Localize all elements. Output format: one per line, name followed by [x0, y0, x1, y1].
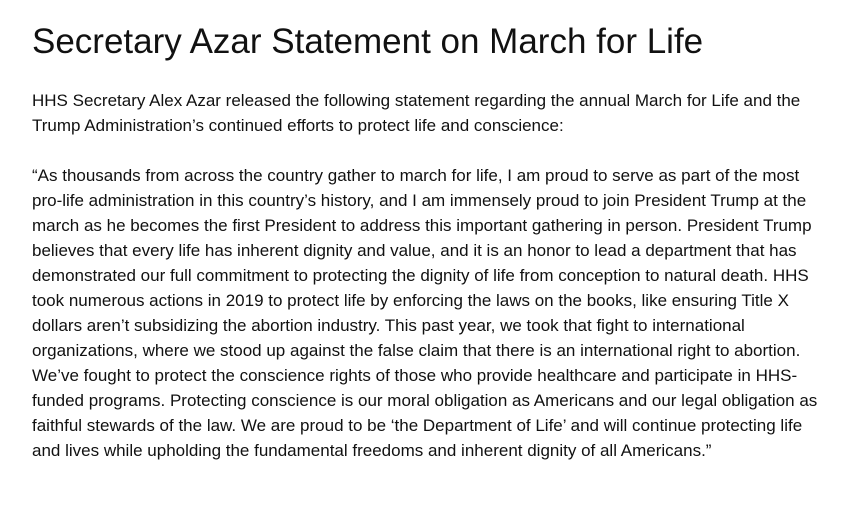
page-title: Secretary Azar Statement on March for Life: [32, 22, 704, 61]
intro-paragraph: HHS Secretary Alex Azar released the following statement regarding the annual March for Life and the Trump Administration’s continued efforts to protect life and conscience:: [32, 91, 801, 135]
statement-quote-paragraph: “As thousands from across the country gather to march for life, I am proud to serve as part of the most pro-life administration in this country’s history, and I am immensely proud to join President Trump at the march as he becomes the first President to address this important gathering in person. President Trump believes that every life has inherent dignity and value, and it is an honor to lead a department that has demonstrated our full commitment to protecting the dignity of life from conception to natural death. HHS took numerous actions in 2019 to protect life by enforcing the laws on the books, like ensuring Title X dollars aren’t subsidizing the abortion industry. This past year, we took that fight to international organizations, where we stood up against the false claim that there is an international right to abortion. We’ve fought to protect the conscience rights of those who provide healthcare and participate in HHS-funded programs. Protecting conscience is our moral obligation as Americans and our legal obligation as faithful stewards of the law. We are proud to be ‘the Department of Life’ and will continue protecting life and lives while upholding the fundamental freedoms and inherent dignity of all Americans.”: [32, 166, 818, 460]
